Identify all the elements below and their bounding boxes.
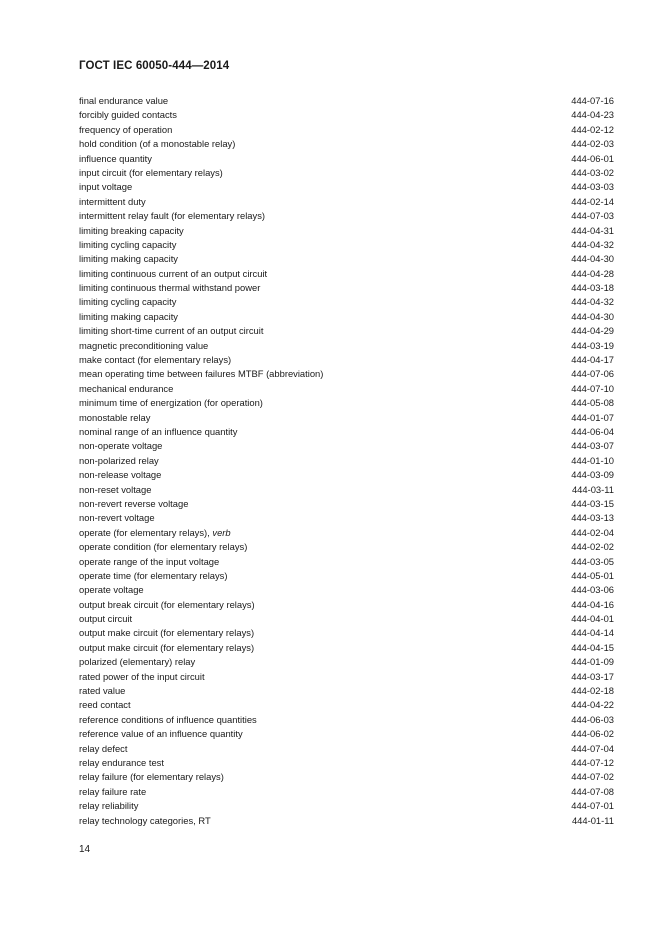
index-code: 444-07-16 (571, 95, 614, 106)
index-term (79, 94, 168, 108)
index-term (79, 209, 265, 223)
index-entry (79, 483, 614, 497)
index-code: 444-01-09 (571, 656, 614, 668)
index-entry (79, 497, 614, 511)
index-term (79, 454, 159, 468)
index-term (79, 439, 162, 453)
index-entry (79, 396, 614, 410)
index-term (79, 310, 178, 324)
index-term (79, 396, 263, 410)
index-entry (79, 94, 614, 108)
index-entry (79, 411, 614, 425)
index-term-text: monostable relay (79, 411, 151, 423)
index-term (79, 425, 237, 439)
index-entry (79, 353, 614, 367)
index-entry (79, 295, 614, 309)
index-entry (79, 108, 614, 122)
index-term-text: reed contact (79, 699, 131, 711)
index-code: 444-03-15 (571, 497, 614, 509)
index-code: 444-03-19 (571, 339, 614, 351)
index-entry (79, 526, 614, 540)
index-entry (79, 555, 614, 569)
index-code: 444-03-09 (571, 469, 614, 481)
index-code: 444-06-02 (571, 728, 614, 740)
index-term-text: magnetic preconditioning value (79, 339, 209, 351)
index-term (79, 698, 131, 712)
index-code: 444-05-01 (571, 569, 614, 581)
index-code: 444-02-02 (571, 541, 614, 553)
index-code: 444-03-11 (571, 483, 614, 495)
index-term (79, 152, 152, 166)
index-term (79, 511, 155, 525)
index-term-text: input circuit (for elementary relays) (79, 166, 223, 178)
index-term (79, 655, 195, 669)
index-code: 444-01-07 (571, 411, 614, 423)
index-term-text: reference value of an influence quantity (79, 728, 243, 740)
index-code: 444-03-18 (571, 282, 614, 294)
index-entry (79, 382, 614, 396)
index-entry (79, 123, 614, 137)
index-term (79, 180, 132, 194)
index-entry (79, 713, 614, 727)
index-term-text: polarized (elementary) relay (79, 656, 196, 668)
index-code: 444-07-08 (571, 785, 614, 797)
index-term-text: final endurance value (79, 95, 169, 106)
index-entry (79, 195, 614, 209)
index-code: 444-03-13 (571, 512, 614, 524)
index-code: 444-03-03 (571, 181, 614, 193)
index-term-text: intermittent duty (79, 195, 146, 207)
index-term-text: relay reliability (79, 800, 139, 812)
index-term-text: intermittent relay fault (for elementary relays) (79, 210, 266, 222)
index-code: 444-07-12 (571, 756, 614, 768)
index-code: 444-05-08 (571, 397, 614, 409)
index-term-text: mechanical endurance (79, 382, 174, 394)
index-code: 444-04-32 (571, 296, 614, 308)
index-code: 444-02-04 (571, 526, 614, 538)
index-code: 444-07-04 (571, 742, 614, 754)
index-code: 444-03-07 (571, 440, 614, 452)
index-term-text: output make circuit (for elementary relays) (79, 627, 255, 639)
index-term (79, 483, 151, 497)
index-term (79, 799, 138, 813)
index-term-text: input voltage (79, 181, 133, 193)
index-term (79, 713, 257, 727)
index-code: 444-07-03 (571, 210, 614, 222)
index-term-text: operate (for elementary relays), (79, 526, 213, 538)
index-code: 444-04-01 (571, 613, 614, 625)
index-entry (79, 540, 614, 554)
index-code: 444-03-02 (571, 166, 614, 178)
index-code: 444-04-29 (571, 325, 614, 337)
index-entry (79, 310, 614, 324)
index-term-text: limiting making capacity (79, 253, 178, 265)
index-term (79, 770, 224, 784)
index-code: 444-07-01 (571, 800, 614, 812)
index-entry (79, 281, 614, 295)
index-term-text: relay failure (for elementary relays) (79, 771, 224, 783)
index-term (79, 641, 254, 655)
index-entry (79, 339, 614, 353)
index-entry (79, 641, 614, 655)
index-code: 444-03-06 (571, 584, 614, 596)
index-entry (79, 569, 614, 583)
index-entry (79, 209, 614, 223)
index-term (79, 497, 188, 511)
index-term-text: rated power of the input circuit (79, 670, 205, 682)
index-term (79, 727, 243, 741)
index-entry (79, 439, 614, 453)
index-entry (79, 799, 614, 813)
index-term (79, 569, 228, 583)
index-code: 444-02-14 (571, 195, 614, 207)
index-term-text: influence quantity (79, 152, 152, 164)
index-term-text: make contact (for elementary relays) (79, 354, 232, 366)
index-entry (79, 454, 614, 468)
index-term-text: minimum time of energization (for operation) (79, 397, 263, 409)
index-entry (79, 698, 614, 712)
index-entry (79, 612, 614, 626)
index-term (79, 742, 127, 756)
index-term-text: operate voltage (79, 584, 144, 596)
index-term-text: non-reset voltage (79, 483, 152, 495)
index-code: 444-04-14 (571, 627, 614, 639)
index-term-text: reference conditions of influence quantities (79, 713, 257, 725)
index-code: 444-01-11 (571, 814, 614, 826)
index-code: 444-04-16 (571, 598, 614, 610)
index-entry (79, 670, 614, 684)
index-code: 444-04-23 (571, 109, 614, 121)
index-term-text: forcibly guided contacts (79, 109, 177, 121)
index-term-text: operate condition (for elementary relays) (79, 541, 248, 553)
index-code: 444-04-31 (571, 224, 614, 236)
index-code: 444-06-04 (571, 425, 614, 437)
index-code: 444-06-01 (571, 152, 614, 164)
index-term-text: relay technology categories, RT (79, 814, 211, 826)
index-entry (79, 166, 614, 180)
index-entry (79, 684, 614, 698)
index-term (79, 224, 184, 238)
index-term (79, 670, 205, 684)
index-term-text: limiting breaking capacity (79, 224, 184, 236)
index-entry (79, 425, 614, 439)
index-term (79, 339, 208, 353)
index-entry (79, 152, 614, 166)
index-term (79, 785, 146, 799)
index-term (79, 626, 254, 640)
index-term (79, 684, 125, 698)
index-term (79, 267, 267, 281)
index-term (79, 324, 263, 338)
index-code: 444-04-15 (571, 641, 614, 653)
index-entry (79, 626, 614, 640)
index-code: 444-01-10 (571, 454, 614, 466)
index-code: 444-03-05 (571, 555, 614, 567)
index-term-text: limiting cycling capacity (79, 238, 177, 250)
index-entry (79, 583, 614, 597)
index-term-text: relay failure rate (79, 785, 147, 797)
term-index-list (79, 94, 614, 828)
index-code: 444-04-22 (571, 699, 614, 711)
index-term-text: non-operate voltage (79, 440, 163, 452)
index-term (79, 468, 161, 482)
index-term (79, 353, 231, 367)
index-term-text: limiting short-time current of an output circuit (79, 325, 264, 337)
index-term-text: output make circuit (for elementary relays) (79, 641, 255, 653)
index-term (79, 281, 260, 295)
index-code: 444-07-02 (571, 771, 614, 783)
index-term (79, 583, 144, 597)
index-term-text: output break circuit (for elementary relays) (79, 598, 255, 610)
index-entry (79, 655, 614, 669)
index-term (79, 252, 178, 266)
index-entry (79, 756, 614, 770)
index-entry (79, 785, 614, 799)
index-term (79, 238, 176, 252)
index-entry (79, 238, 614, 252)
index-code: 444-04-30 (571, 310, 614, 322)
index-term-text: output circuit (79, 613, 133, 625)
index-term (79, 526, 231, 540)
index-entry (79, 224, 614, 238)
index-term-text: limiting continuous thermal withstand power (79, 282, 261, 294)
index-term (79, 108, 177, 122)
index-entry (79, 598, 614, 612)
index-entry (79, 511, 614, 525)
index-term-text: non-release voltage (79, 469, 162, 481)
index-term (79, 814, 211, 828)
index-code: 444-04-32 (571, 238, 614, 250)
index-code: 444-02-12 (571, 123, 614, 135)
index-term (79, 555, 219, 569)
index-term-text: limiting continuous current of an output circuit (79, 267, 268, 279)
index-term-text: mean operating time between failures MTBF (abbreviation) (79, 368, 324, 380)
index-term-text: hold condition (of a monostable relay) (79, 138, 236, 150)
index-term (79, 123, 172, 137)
index-term (79, 598, 255, 612)
index-code: 444-04-17 (571, 354, 614, 366)
index-term (79, 137, 235, 151)
index-entry (79, 367, 614, 381)
index-code: 444-03-17 (571, 670, 614, 682)
index-code: 444-02-03 (571, 138, 614, 150)
index-code: 444-06-03 (571, 713, 614, 725)
index-entry (79, 267, 614, 281)
index-entry (79, 252, 614, 266)
index-entry (79, 770, 614, 784)
index-term (79, 195, 146, 209)
index-entry (79, 137, 614, 151)
index-entry (79, 727, 614, 741)
index-entry (79, 324, 614, 338)
index-term (79, 295, 176, 309)
index-code: 444-04-30 (571, 253, 614, 265)
index-term (79, 166, 223, 180)
index-term-text: non-revert voltage (79, 512, 155, 524)
index-term-text: operate time (for elementary relays) (79, 569, 228, 581)
index-term (79, 367, 323, 381)
index-term-text: non-revert reverse voltage (79, 497, 189, 509)
index-code: 444-02-18 (571, 685, 614, 697)
index-term-text: limiting making capacity (79, 310, 178, 322)
index-term-text: relay endurance test (79, 756, 164, 768)
index-term (79, 411, 150, 425)
index-term (79, 612, 132, 626)
index-term-text: nominal range of an influence quantity (79, 425, 238, 437)
index-term (79, 756, 164, 770)
index-term-text: limiting cycling capacity (79, 296, 177, 308)
index-code: 444-07-10 (571, 382, 614, 394)
index-entry (79, 814, 614, 828)
index-term-text: non-polarized relay (79, 454, 159, 466)
index-entry (79, 742, 614, 756)
document-header: ГОСТ IEC 60050-444—2014 (79, 60, 230, 72)
index-term-text: relay defect (79, 742, 128, 754)
index-term (79, 540, 247, 554)
index-term (79, 382, 173, 396)
index-term-text: rated value (79, 685, 126, 697)
index-code: 444-07-06 (571, 368, 614, 380)
index-code: 444-04-28 (571, 267, 614, 279)
index-term-text: frequency of operation (79, 123, 173, 135)
index-entry (79, 468, 614, 482)
index-entry (79, 180, 614, 194)
index-term-italic: verb (212, 526, 231, 538)
index-term-text: operate range of the input voltage (79, 555, 220, 567)
page-number: 14 (79, 844, 91, 855)
